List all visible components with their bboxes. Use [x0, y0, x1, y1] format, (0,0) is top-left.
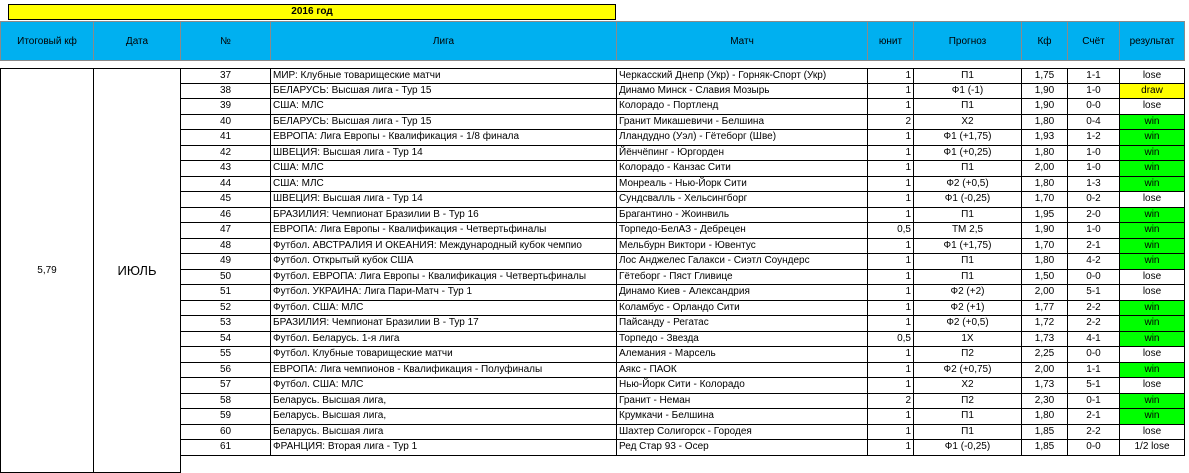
match-cell[interactable]: Аякс - ПАОК	[617, 363, 868, 379]
league-cell[interactable]: Беларусь. Высшая лига,	[271, 409, 617, 425]
unit-cell[interactable]: 1	[868, 161, 914, 177]
unit-cell[interactable]: 1	[868, 68, 914, 84]
result-cell[interactable]: win	[1120, 177, 1185, 193]
league-cell[interactable]: БЕЛАРУСЬ: Высшая лига - Тур 15	[271, 115, 617, 131]
result-cell[interactable]: win	[1120, 239, 1185, 255]
result-cell[interactable]: win	[1120, 316, 1185, 332]
kf-cell[interactable]: 1,80	[1022, 177, 1068, 193]
table-row	[181, 409, 1185, 425]
score-cell[interactable]: 1-1	[1068, 68, 1120, 84]
table-row	[181, 270, 1185, 286]
table-row	[181, 332, 1185, 348]
tip-cell[interactable]: П1	[914, 254, 1022, 270]
result-cell[interactable]: lose	[1120, 285, 1185, 301]
match-cell[interactable]: Алемания - Марсель	[617, 347, 868, 363]
tip-cell[interactable]: Ф1 (+1,75)	[914, 239, 1022, 255]
kf-cell[interactable]: 1,80	[1022, 409, 1068, 425]
result-cell[interactable]: lose	[1120, 347, 1185, 363]
unit-cell[interactable]: 1	[868, 347, 914, 363]
year-banner: 2016 год	[8, 4, 616, 20]
unit-cell[interactable]: 0,5	[868, 223, 914, 239]
header-result[interactable]: результат	[1120, 21, 1185, 61]
kf-cell[interactable]: 1,85	[1022, 440, 1068, 456]
match-cell[interactable]: Лландудно (Уэл) - Гётеборг (Шве)	[617, 130, 868, 146]
league-cell[interactable]: ШВЕЦИЯ: Высшая лига - Тур 14	[271, 192, 617, 208]
table-row	[181, 223, 1185, 239]
kf-cell[interactable]: 1,95	[1022, 208, 1068, 224]
unit-cell[interactable]: 1	[868, 84, 914, 100]
tip-cell[interactable]: Ф1 (-0,25)	[914, 440, 1022, 456]
kf-cell[interactable]: 1,72	[1022, 316, 1068, 332]
unit-cell[interactable]: 1	[868, 192, 914, 208]
row-number-cell[interactable]: 54	[181, 332, 271, 348]
unit-cell[interactable]: 1	[868, 440, 914, 456]
row-number-cell[interactable]: 46	[181, 208, 271, 224]
tip-cell[interactable]: 1Х	[914, 332, 1022, 348]
row-number-cell[interactable]: 39	[181, 99, 271, 115]
table-row	[181, 363, 1185, 379]
match-cell[interactable]: Динамо Киев - Александрия	[617, 285, 868, 301]
score-cell[interactable]: 4-1	[1068, 332, 1120, 348]
tip-cell[interactable]: Ф1 (+0,25)	[914, 146, 1022, 162]
unit-cell[interactable]: 1	[868, 270, 914, 286]
row-number-cell[interactable]: 48	[181, 239, 271, 255]
kf-cell[interactable]: 1,77	[1022, 301, 1068, 317]
row-number-cell[interactable]: 50	[181, 270, 271, 286]
score-cell[interactable]: 1-2	[1068, 130, 1120, 146]
league-cell[interactable]: Футбол. АВСТРАЛИЯ И ОКЕАНИЯ: Международный кубок чемпио	[271, 239, 617, 255]
row-number-cell[interactable]: 45	[181, 192, 271, 208]
bet-rows	[181, 68, 1185, 456]
kf-cell[interactable]: 2,00	[1022, 363, 1068, 379]
table-row	[181, 425, 1185, 441]
score-cell[interactable]: 0-0	[1068, 99, 1120, 115]
row-number-cell[interactable]: 59	[181, 409, 271, 425]
score-cell[interactable]: 5-1	[1068, 378, 1120, 394]
row-number-cell[interactable]: 49	[181, 254, 271, 270]
month-cell[interactable]: ИЮЛЬ	[94, 68, 181, 473]
score-cell[interactable]: 0-0	[1068, 347, 1120, 363]
tip-cell[interactable]: ТМ 2,5	[914, 223, 1022, 239]
row-number-cell[interactable]: 58	[181, 394, 271, 410]
result-cell[interactable]: win	[1120, 130, 1185, 146]
tip-cell[interactable]: Ф1 (-1)	[914, 84, 1022, 100]
match-cell[interactable]: Сундсвалль - Хельсингборг	[617, 192, 868, 208]
total-kf-cell[interactable]: 5,79	[0, 68, 94, 473]
header-date[interactable]: Дата	[94, 21, 181, 61]
league-cell[interactable]: БРАЗИЛИЯ: Чемпионат Бразилии В - Тур 16	[271, 208, 617, 224]
kf-cell[interactable]: 1,73	[1022, 378, 1068, 394]
result-cell[interactable]: lose	[1120, 270, 1185, 286]
kf-cell[interactable]: 1,80	[1022, 146, 1068, 162]
league-cell[interactable]: США: МЛС	[271, 161, 617, 177]
kf-cell[interactable]: 1,70	[1022, 192, 1068, 208]
match-cell[interactable]: Лос Анджелес Галакси - Сиэтл Соундерс	[617, 254, 868, 270]
table-row	[181, 394, 1185, 410]
result-cell[interactable]: 1/2 lose	[1120, 440, 1185, 456]
score-cell[interactable]: 0-4	[1068, 115, 1120, 131]
result-cell[interactable]: lose	[1120, 68, 1185, 84]
score-cell[interactable]: 0-1	[1068, 394, 1120, 410]
tip-cell[interactable]: Ф2 (+0,5)	[914, 177, 1022, 193]
league-cell[interactable]: Футбол. ЕВРОПА: Лига Европы - Квалификация - Четвертьфиналы	[271, 270, 617, 286]
tip-cell[interactable]: П2	[914, 394, 1022, 410]
result-cell[interactable]: lose	[1120, 378, 1185, 394]
tip-cell[interactable]: Ф1 (+1,75)	[914, 130, 1022, 146]
unit-cell[interactable]: 1	[868, 208, 914, 224]
table-row	[181, 254, 1185, 270]
tip-cell[interactable]: П1	[914, 68, 1022, 84]
unit-cell[interactable]: 1	[868, 99, 914, 115]
league-cell[interactable]: БРАЗИЛИЯ: Чемпионат Бразилии В - Тур 17	[271, 316, 617, 332]
match-cell[interactable]: Монреаль - Нью-Йорк Сити	[617, 177, 868, 193]
league-cell[interactable]: ЕВРОПА: Лига Европы - Квалификация - Четвертьфиналы	[271, 223, 617, 239]
result-cell[interactable]: win	[1120, 254, 1185, 270]
result-cell[interactable]: win	[1120, 332, 1185, 348]
kf-cell[interactable]: 1,93	[1022, 130, 1068, 146]
league-cell[interactable]: ЕВРОПА: Лига Европы - Квалификация - 1/8 финала	[271, 130, 617, 146]
result-cell[interactable]: win	[1120, 115, 1185, 131]
score-cell[interactable]: 0-0	[1068, 440, 1120, 456]
unit-cell[interactable]: 1	[868, 425, 914, 441]
match-cell[interactable]: Торпедо-БелАЗ - Дебрецен	[617, 223, 868, 239]
kf-cell[interactable]: 1,90	[1022, 223, 1068, 239]
match-cell[interactable]: Торпедо - Звезда	[617, 332, 868, 348]
match-cell[interactable]: Черкасский Днепр (Укр) - Горняк-Спорт (Укр)	[617, 68, 868, 84]
match-cell[interactable]: Шахтер Солигорск - Городея	[617, 425, 868, 441]
row-number-cell[interactable]: 56	[181, 363, 271, 379]
score-cell[interactable]: 1-1	[1068, 363, 1120, 379]
league-cell[interactable]: Футбол. УКРАИНА: Лига Пари-Матч - Тур 1	[271, 285, 617, 301]
score-cell[interactable]: 1-0	[1068, 223, 1120, 239]
table-row	[181, 115, 1185, 131]
result-cell[interactable]: win	[1120, 409, 1185, 425]
row-number-cell[interactable]: 53	[181, 316, 271, 332]
result-cell[interactable]: lose	[1120, 99, 1185, 115]
tip-cell[interactable]: Ф1 (-0,25)	[914, 192, 1022, 208]
header-score[interactable]: Счёт	[1068, 21, 1120, 61]
match-cell[interactable]: Мельбурн Виктори - Ювентус	[617, 239, 868, 255]
match-cell[interactable]: Динамо Минск - Славия Мозырь	[617, 84, 868, 100]
unit-cell[interactable]: 1	[868, 378, 914, 394]
tip-cell[interactable]: П1	[914, 161, 1022, 177]
match-cell[interactable]: Колорадо - Канзас Сити	[617, 161, 868, 177]
result-cell[interactable]: win	[1120, 363, 1185, 379]
table-row	[181, 84, 1185, 100]
result-cell[interactable]: lose	[1120, 192, 1185, 208]
score-cell[interactable]: 0-0	[1068, 270, 1120, 286]
result-cell[interactable]: draw	[1120, 84, 1185, 100]
table-row	[181, 301, 1185, 317]
tip-cell[interactable]: П1	[914, 208, 1022, 224]
unit-cell[interactable]: 0,5	[868, 332, 914, 348]
table-row	[181, 239, 1185, 255]
row-number-cell[interactable]: 43	[181, 161, 271, 177]
score-cell[interactable]: 1-0	[1068, 84, 1120, 100]
header-league[interactable]: Лига	[271, 21, 617, 61]
header-unit[interactable]: юнит	[868, 21, 914, 61]
match-cell[interactable]: Гранит - Неман	[617, 394, 868, 410]
row-number-cell[interactable]: 41	[181, 130, 271, 146]
kf-cell[interactable]: 1,75	[1022, 68, 1068, 84]
row-number-cell[interactable]: 60	[181, 425, 271, 441]
tip-cell[interactable]: П1	[914, 425, 1022, 441]
row-number-cell[interactable]: 38	[181, 84, 271, 100]
tip-cell[interactable]: П1	[914, 409, 1022, 425]
result-cell[interactable]: lose	[1120, 425, 1185, 441]
header-kf[interactable]: Кф	[1022, 21, 1068, 61]
row-number-cell[interactable]: 44	[181, 177, 271, 193]
kf-cell[interactable]: 1,73	[1022, 332, 1068, 348]
match-cell[interactable]: Йёнчёпинг - Юргорден	[617, 146, 868, 162]
header-match[interactable]: Матч	[617, 21, 868, 61]
league-cell[interactable]: Беларусь. Высшая лига	[271, 425, 617, 441]
table-row	[181, 285, 1185, 301]
kf-cell[interactable]: 2,25	[1022, 347, 1068, 363]
result-cell[interactable]: win	[1120, 146, 1185, 162]
league-cell[interactable]: Футбол. Открытый кубок США	[271, 254, 617, 270]
tip-cell[interactable]: П1	[914, 99, 1022, 115]
unit-cell[interactable]: 2	[868, 394, 914, 410]
header-num[interactable]: №	[181, 21, 271, 61]
table-row	[181, 161, 1185, 177]
table-row	[181, 316, 1185, 332]
league-cell[interactable]: БЕЛАРУСЬ: Высшая лига - Тур 15	[271, 84, 617, 100]
table-header	[0, 21, 1185, 61]
header-total-kf[interactable]: Итоговый кф	[0, 21, 94, 61]
header-tip[interactable]: Прогноз	[914, 21, 1022, 61]
match-cell[interactable]: Ред Стар 93 - Осер	[617, 440, 868, 456]
tip-cell[interactable]: П2	[914, 347, 1022, 363]
league-cell[interactable]: Футбол. Клубные товарищеские матчи	[271, 347, 617, 363]
tip-cell[interactable]: Ф2 (+1)	[914, 301, 1022, 317]
row-number-cell[interactable]: 47	[181, 223, 271, 239]
table-row	[181, 208, 1185, 224]
score-cell[interactable]: 2-1	[1068, 409, 1120, 425]
table-row	[181, 440, 1185, 456]
table-row	[181, 146, 1185, 162]
row-number-cell[interactable]: 51	[181, 285, 271, 301]
unit-cell[interactable]: 1	[868, 146, 914, 162]
league-cell[interactable]: США: МЛС	[271, 99, 617, 115]
unit-cell[interactable]: 1	[868, 363, 914, 379]
unit-cell[interactable]: 1	[868, 177, 914, 193]
kf-cell[interactable]: 1,80	[1022, 115, 1068, 131]
table-row	[181, 192, 1185, 208]
table-row	[181, 130, 1185, 146]
league-cell[interactable]: Беларусь. Высшая лига,	[271, 394, 617, 410]
tip-cell[interactable]: П1	[914, 270, 1022, 286]
score-cell[interactable]: 4-2	[1068, 254, 1120, 270]
match-cell[interactable]: Гётеборг - Пяст Гливице	[617, 270, 868, 286]
match-cell[interactable]: Нью-Йорк Сити - Колорадо	[617, 378, 868, 394]
tip-cell[interactable]: Х2	[914, 378, 1022, 394]
score-cell[interactable]: 1-0	[1068, 146, 1120, 162]
match-cell[interactable]: Крумкачи - Белшина	[617, 409, 868, 425]
match-cell[interactable]: Пайсанду - Регатас	[617, 316, 868, 332]
score-cell[interactable]: 2-2	[1068, 316, 1120, 332]
unit-cell[interactable]: 1	[868, 285, 914, 301]
league-cell[interactable]: Футбол. США: МЛС	[271, 301, 617, 317]
league-cell[interactable]: ЕВРОПА: Лига чемпионов - Квалификация - Полуфиналы	[271, 363, 617, 379]
table-row	[181, 99, 1185, 115]
tip-cell[interactable]: Ф2 (+2)	[914, 285, 1022, 301]
tip-cell[interactable]: Ф2 (+0,5)	[914, 316, 1022, 332]
kf-cell[interactable]: 1,90	[1022, 99, 1068, 115]
league-cell[interactable]: Футбол. Беларусь. 1-я лига	[271, 332, 617, 348]
unit-cell[interactable]: 1	[868, 301, 914, 317]
unit-cell[interactable]: 1	[868, 254, 914, 270]
league-cell[interactable]: США: МЛС	[271, 177, 617, 193]
result-cell[interactable]: win	[1120, 394, 1185, 410]
result-cell[interactable]: win	[1120, 161, 1185, 177]
league-cell[interactable]: Футбол. США: МЛС	[271, 378, 617, 394]
score-cell[interactable]: 1-0	[1068, 161, 1120, 177]
match-cell[interactable]: Гранит Микашевичи - Белшина	[617, 115, 868, 131]
unit-cell[interactable]: 1	[868, 316, 914, 332]
result-cell[interactable]: win	[1120, 223, 1185, 239]
row-number-cell[interactable]: 40	[181, 115, 271, 131]
unit-cell[interactable]: 1	[868, 130, 914, 146]
league-cell[interactable]: ФРАНЦИЯ: Вторая лига - Тур 1	[271, 440, 617, 456]
match-cell[interactable]: Колорадо - Портленд	[617, 99, 868, 115]
score-cell[interactable]: 0-2	[1068, 192, 1120, 208]
kf-cell[interactable]: 1,85	[1022, 425, 1068, 441]
match-cell[interactable]: Брагантино - Жоинвиль	[617, 208, 868, 224]
row-number-cell[interactable]: 37	[181, 68, 271, 84]
score-cell[interactable]: 2-0	[1068, 208, 1120, 224]
league-cell[interactable]: ШВЕЦИЯ: Высшая лига - Тур 14	[271, 146, 617, 162]
row-number-cell[interactable]: 57	[181, 378, 271, 394]
row-number-cell[interactable]: 55	[181, 347, 271, 363]
row-number-cell[interactable]: 61	[181, 440, 271, 456]
row-number-cell[interactable]: 52	[181, 301, 271, 317]
unit-cell[interactable]: 1	[868, 409, 914, 425]
result-cell[interactable]: win	[1120, 301, 1185, 317]
table-row	[181, 68, 1185, 84]
result-cell[interactable]: win	[1120, 208, 1185, 224]
score-cell[interactable]: 2-2	[1068, 425, 1120, 441]
score-cell[interactable]: 5-1	[1068, 285, 1120, 301]
table-row	[181, 347, 1185, 363]
row-number-cell[interactable]: 42	[181, 146, 271, 162]
kf-cell[interactable]: 1,50	[1022, 270, 1068, 286]
table-row	[181, 378, 1185, 394]
kf-cell[interactable]: 1,70	[1022, 239, 1068, 255]
tip-cell[interactable]: Х2	[914, 115, 1022, 131]
kf-cell[interactable]: 1,80	[1022, 254, 1068, 270]
score-cell[interactable]: 2-2	[1068, 301, 1120, 317]
tip-cell[interactable]: Ф2 (+0,75)	[914, 363, 1022, 379]
table-body	[0, 68, 1185, 473]
score-cell[interactable]: 2-1	[1068, 239, 1120, 255]
league-cell[interactable]: МИР: Клубные товарищеские матчи	[271, 68, 617, 84]
kf-cell[interactable]: 2,30	[1022, 394, 1068, 410]
score-cell[interactable]: 1-3	[1068, 177, 1120, 193]
table-row	[181, 177, 1185, 193]
kf-cell[interactable]: 2,00	[1022, 161, 1068, 177]
unit-cell[interactable]: 2	[868, 115, 914, 131]
unit-cell[interactable]: 1	[868, 239, 914, 255]
match-cell[interactable]: Коламбус - Орландо Сити	[617, 301, 868, 317]
kf-cell[interactable]: 1,90	[1022, 84, 1068, 100]
kf-cell[interactable]: 2,00	[1022, 285, 1068, 301]
